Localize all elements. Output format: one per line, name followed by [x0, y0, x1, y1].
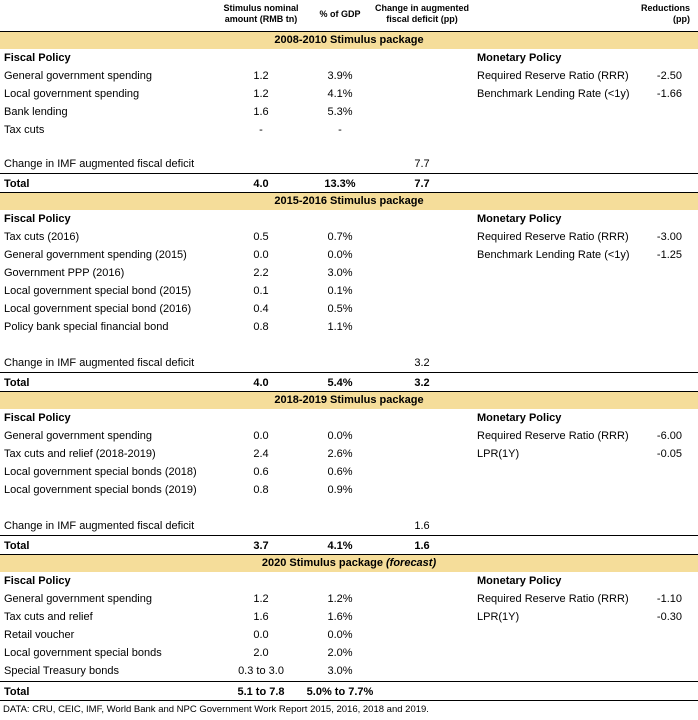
table-row — [0, 445, 698, 463]
fiscal-item-amount: 0.6 — [253, 466, 269, 478]
table-row — [0, 463, 698, 481]
fiscal-item-label: Retail voucher — [4, 629, 75, 641]
policy-heading-row — [0, 572, 698, 590]
total-row — [0, 175, 698, 193]
table-row — [0, 228, 698, 246]
fiscal-item-amount: 2.0 — [253, 647, 269, 659]
monetary-item-value: -6.00 — [656, 430, 682, 442]
total-gdp: 4.1% — [327, 540, 353, 552]
fiscal-item-amount: 0.0 — [253, 249, 269, 261]
monetary-policy-heading: Monetary Policy — [477, 412, 562, 424]
fiscal-item-amount: 0.8 — [253, 484, 269, 496]
fiscal-item-gdp: 0.1% — [327, 285, 353, 297]
change-row — [0, 354, 698, 372]
fiscal-item-amount: 0.0 — [253, 629, 269, 641]
total-row — [0, 683, 698, 701]
fiscal-item-gdp: 1.1% — [327, 321, 353, 333]
monetary-item-value: -2.50 — [656, 70, 682, 82]
fiscal-item-amount: 1.6 — [253, 611, 269, 623]
fiscal-item-label: Local government special bond (2016) — [4, 303, 192, 315]
table-row — [0, 318, 698, 336]
table-row — [0, 300, 698, 318]
section-title-band — [0, 555, 698, 572]
total-amount: 4.0 — [253, 178, 269, 190]
total-top-rule — [0, 535, 698, 536]
change-label: Change in IMF augmented fiscal deficit — [4, 520, 195, 532]
total-gdp: 13.3% — [324, 178, 356, 190]
fiscal-item-label: Local government special bonds (2019) — [4, 484, 197, 496]
change-row — [0, 517, 698, 535]
total-amount: 3.7 — [253, 540, 269, 552]
monetary-item-value: -1.10 — [656, 593, 682, 605]
total-top-rule — [0, 681, 698, 682]
fiscal-item-gdp: 0.7% — [327, 231, 353, 243]
fiscal-item-label: General government spending (2015) — [4, 249, 187, 261]
monetary-item-value: -0.30 — [656, 611, 682, 623]
fiscal-item-gdp: 1.2% — [327, 593, 353, 605]
table-row — [0, 644, 698, 662]
source-footnote: DATA: CRU, CEIC, IMF, World Bank and NPC Government Work Report 2015, 2016, 2018 and 2019. — [3, 704, 429, 715]
fiscal-item-gdp: 3.0% — [327, 267, 353, 279]
policy-heading-row — [0, 409, 698, 427]
section-title-band — [0, 392, 698, 409]
header-amount: Stimulus nominal amount (RMB tn) — [223, 3, 299, 24]
monetary-item-label: Required Reserve Ratio (RRR) — [477, 231, 629, 243]
section-title-band — [0, 193, 698, 210]
total-top-rule — [0, 173, 698, 174]
total-row — [0, 374, 698, 392]
fiscal-item-gdp: 5.3% — [327, 106, 353, 118]
section-title: 2015-2016 Stimulus package — [274, 195, 424, 207]
header-change: Change in augmented fiscal deficit (pp) — [374, 3, 469, 24]
monetary-item-value: -3.00 — [656, 231, 682, 243]
section-title: 2018-2019 Stimulus package — [274, 394, 424, 406]
fiscal-item-gdp: 3.9% — [327, 70, 353, 82]
fiscal-item-amount: 0.0 — [253, 430, 269, 442]
total-label: Total — [4, 178, 30, 190]
fiscal-item-amount: 1.2 — [253, 88, 269, 100]
fiscal-item-gdp: - — [338, 124, 342, 136]
fiscal-item-amount: 1.6 — [253, 106, 269, 118]
fiscal-item-label: Tax cuts — [4, 124, 45, 136]
header-reductions: Reductions (pp) — [640, 3, 690, 24]
change-label: Change in IMF augmented fiscal deficit — [4, 357, 195, 369]
fiscal-item-label: Local government spending — [4, 88, 140, 100]
monetary-item-label: Required Reserve Ratio (RRR) — [477, 70, 629, 82]
fiscal-item-amount: 1.2 — [253, 593, 269, 605]
fiscal-item-amount: 2.2 — [253, 267, 269, 279]
table-row — [0, 481, 698, 499]
monetary-policy-heading: Monetary Policy — [477, 213, 562, 225]
fiscal-item-label: Local government special bonds (2018) — [4, 466, 197, 478]
fiscal-item-amount: 0.5 — [253, 231, 269, 243]
fiscal-item-label: Local government special bonds — [4, 647, 162, 659]
fiscal-item-label: General government spending — [4, 70, 152, 82]
fiscal-item-label: General government spending — [4, 593, 152, 605]
fiscal-item-gdp: 0.9% — [327, 484, 353, 496]
total-label: Total — [4, 540, 30, 552]
change-row — [0, 155, 698, 173]
fiscal-item-gdp: 2.6% — [327, 448, 353, 460]
change-value: 3.2 — [414, 357, 430, 369]
table-row — [0, 608, 698, 626]
total-amount: 4.0 — [253, 377, 269, 389]
fiscal-item-amount: - — [259, 124, 263, 136]
table-header — [0, 0, 698, 34]
table-row — [0, 264, 698, 282]
table-row — [0, 67, 698, 85]
fiscal-item-gdp: 0.6% — [327, 466, 353, 478]
fiscal-item-amount: 0.8 — [253, 321, 269, 333]
fiscal-item-gdp: 3.0% — [327, 665, 353, 677]
fiscal-item-amount: 0.4 — [253, 303, 269, 315]
table-row — [0, 103, 698, 121]
monetary-item-value: -1.66 — [656, 88, 682, 100]
fiscal-item-gdp: 1.6% — [327, 611, 353, 623]
fiscal-policy-heading: Fiscal Policy — [4, 575, 71, 587]
fiscal-item-label: Tax cuts and relief (2018-2019) — [4, 448, 156, 460]
policy-heading-row — [0, 49, 698, 67]
monetary-policy-heading: Monetary Policy — [477, 575, 562, 587]
fiscal-item-amount: 1.2 — [253, 70, 269, 82]
fiscal-item-label: Government PPP (2016) — [4, 267, 125, 279]
fiscal-item-label: Local government special bond (2015) — [4, 285, 192, 297]
fiscal-item-gdp: 4.1% — [327, 88, 353, 100]
monetary-item-value: -1.25 — [656, 249, 682, 261]
monetary-item-label: Required Reserve Ratio (RRR) — [477, 430, 629, 442]
fiscal-policy-heading: Fiscal Policy — [4, 52, 71, 64]
total-gdp: 5.0% to 7.7% — [306, 686, 374, 698]
monetary-item-label: Benchmark Lending Rate (<1y) — [477, 88, 630, 100]
table-row — [0, 246, 698, 264]
change-value: 7.7 — [414, 158, 430, 170]
fiscal-item-label: Tax cuts and relief — [4, 611, 93, 623]
section-title-band — [0, 32, 698, 49]
total-label: Total — [4, 377, 30, 389]
fiscal-item-label: General government spending — [4, 430, 152, 442]
fiscal-policy-heading: Fiscal Policy — [4, 412, 71, 424]
header-gdp: % of GDP — [319, 9, 361, 19]
fiscal-item-gdp: 0.5% — [327, 303, 353, 315]
fiscal-item-label: Policy bank special financial bond — [4, 321, 169, 333]
fiscal-item-gdp: 0.0% — [327, 629, 353, 641]
total-label: Total — [4, 686, 30, 698]
total-change: 7.7 — [414, 178, 430, 190]
table-row — [0, 590, 698, 608]
fiscal-item-amount: 0.3 to 3.0 — [238, 665, 284, 677]
fiscal-item-amount: 0.1 — [253, 285, 269, 297]
fiscal-policy-heading: Fiscal Policy — [4, 213, 71, 225]
section-title: 2020 Stimulus package — [261, 557, 383, 569]
fiscal-item-label: Tax cuts (2016) — [4, 231, 80, 243]
section-title-suffix: (forecast) — [386, 557, 437, 569]
section-title: 2008-2010 Stimulus package — [274, 34, 424, 46]
monetary-item-label: LPR(1Y) — [477, 448, 520, 460]
change-value: 1.6 — [414, 520, 430, 532]
table-row — [0, 282, 698, 300]
table-bottom-rule — [0, 700, 698, 701]
total-gdp: 5.4% — [327, 377, 353, 389]
monetary-item-label: LPR(1Y) — [477, 611, 520, 623]
fiscal-item-gdp: 0.0% — [327, 430, 353, 442]
total-change: 1.6 — [414, 540, 430, 552]
monetary-policy-heading: Monetary Policy — [477, 52, 562, 64]
table-row — [0, 662, 698, 680]
monetary-item-label: Required Reserve Ratio (RRR) — [477, 593, 629, 605]
total-change: 3.2 — [414, 377, 430, 389]
policy-heading-row — [0, 210, 698, 228]
total-row — [0, 537, 698, 555]
table-row — [0, 121, 698, 139]
fiscal-item-gdp: 0.0% — [327, 249, 353, 261]
table-row — [0, 85, 698, 103]
table-row — [0, 626, 698, 644]
monetary-item-label: Benchmark Lending Rate (<1y) — [477, 249, 630, 261]
total-top-rule — [0, 372, 698, 373]
fiscal-item-label: Bank lending — [4, 106, 68, 118]
monetary-item-value: -0.05 — [656, 448, 682, 460]
table-row — [0, 427, 698, 445]
fiscal-item-label: Special Treasury bonds — [4, 665, 119, 677]
fiscal-item-amount: 2.4 — [253, 448, 269, 460]
fiscal-item-gdp: 2.0% — [327, 647, 353, 659]
total-amount: 5.1 to 7.8 — [237, 686, 285, 698]
change-label: Change in IMF augmented fiscal deficit — [4, 158, 195, 170]
